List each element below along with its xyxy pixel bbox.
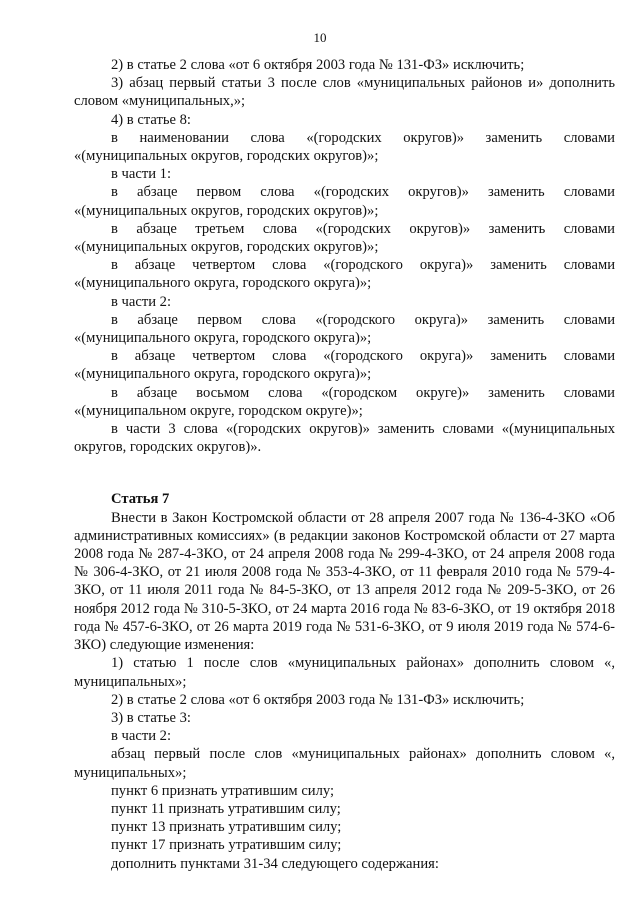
paragraph: в абзаце третьем слова «(городских округов)» заменить словами «(муниципальных округов, городских округов)»; — [74, 220, 615, 256]
paragraph: 2) в статье 2 слова «от 6 октября 2003 года № 131-ФЗ» исключить; — [111, 57, 525, 73]
paragraph: 2) в статье 2 слова «от 6 октября 2003 года № 131-ФЗ» исключить; — [111, 691, 525, 708]
paragraph: пункт 13 признать утратившим силу; — [111, 819, 342, 836]
article-heading: Статья 7 — [111, 491, 170, 508]
paragraph: 3) в статье 3: — [111, 709, 191, 726]
paragraph: в абзаце четвертом слова «(городского округа)» заменить словами «(муниципального округа, городского округа)»; — [74, 348, 615, 383]
paragraph: в абзаце первом слова «(городских округов)» заменить словами «(муниципальных округов, городских округов)»; — [74, 184, 615, 219]
paragraph: в абзаце первом слова «(городского округа)» заменить словами «(муниципального округа, городского округа)»; — [74, 311, 615, 347]
paragraph: 1) статью 1 после слов «муниципальных районах» дополнить словом «, муниципальных»; — [74, 655, 615, 690]
paragraph: пункт 11 признать утратившим силу; — [111, 800, 341, 817]
paragraph: 4) в статье 8: — [111, 111, 191, 128]
paragraph: в абзаце восьмом слова «(городском округе)» заменить словами «(муниципальном округе, городском округе)»; — [74, 384, 615, 419]
paragraph: дополнить пунктами 31-34 следующего содержания: — [111, 855, 439, 872]
document-body — [74, 56, 615, 873]
amendments-list-part2 — [74, 509, 615, 873]
paragraph: в части 2: — [111, 728, 172, 745]
paragraph: в части 3 слова «(городских округов)» заменить словами «(муниципальных округов, городских округов)». — [74, 421, 615, 456]
paragraph: в наименовании слова «(городских округов)» заменить словами «(муниципальных округов, городских округов)»; — [74, 129, 615, 165]
paragraph: в части 2: — [111, 293, 172, 310]
paragraph: пункт 17 признать утратившим силу; — [111, 837, 342, 854]
paragraph: 3) абзац первый статьи 3 после слов «муниципальных районов и» дополнить словом «муниципальных,»; — [74, 75, 615, 110]
paragraph: пункт 6 признать утратившим силу; — [111, 782, 335, 799]
paragraph: абзац первый после слов «муниципальных районах» дополнить словом «, муниципальных»; — [74, 746, 615, 781]
paragraph: в части 1: — [111, 166, 172, 183]
paragraph: Внести в Закон Костромской области от 28 апреля 2007 года № 136-4-ЗКО «Об административных комиссиях» (в редакции законов Костромской области от 27 марта 2008 года № 287-4-ЗКО, от 24 апреля 2008 года № 299-4-ЗКО, от 24 апреля 2008 года № 306-4-ЗКО, от 21 июля 2008 года № 353-4-ЗКО, от 11 февраля 2010 года № 579-4-ЗКО, от 11 июля 2011 года № 84-5-ЗКО, от 13 апреля 2012 года № 209-5-ЗКО, от 26 ноября 2012 года № 310-5-ЗКО, от 24 марта 2016 года № 83-6-ЗКО, от 19 октября 2018 года № 457-6-ЗКО, от 26 марта 2019 года № 531-6-ЗКО, от 9 июля 2019 года № 574-6-ЗКО) следующие изменения: — [74, 509, 615, 654]
page-number: 10 — [313, 30, 327, 45]
section-gap — [74, 456, 615, 490]
amendments-list-part1 — [74, 56, 615, 456]
paragraph: в абзаце четвертом слова «(городского округа)» заменить словами «(муниципального округа, городского округа)»; — [74, 257, 615, 292]
